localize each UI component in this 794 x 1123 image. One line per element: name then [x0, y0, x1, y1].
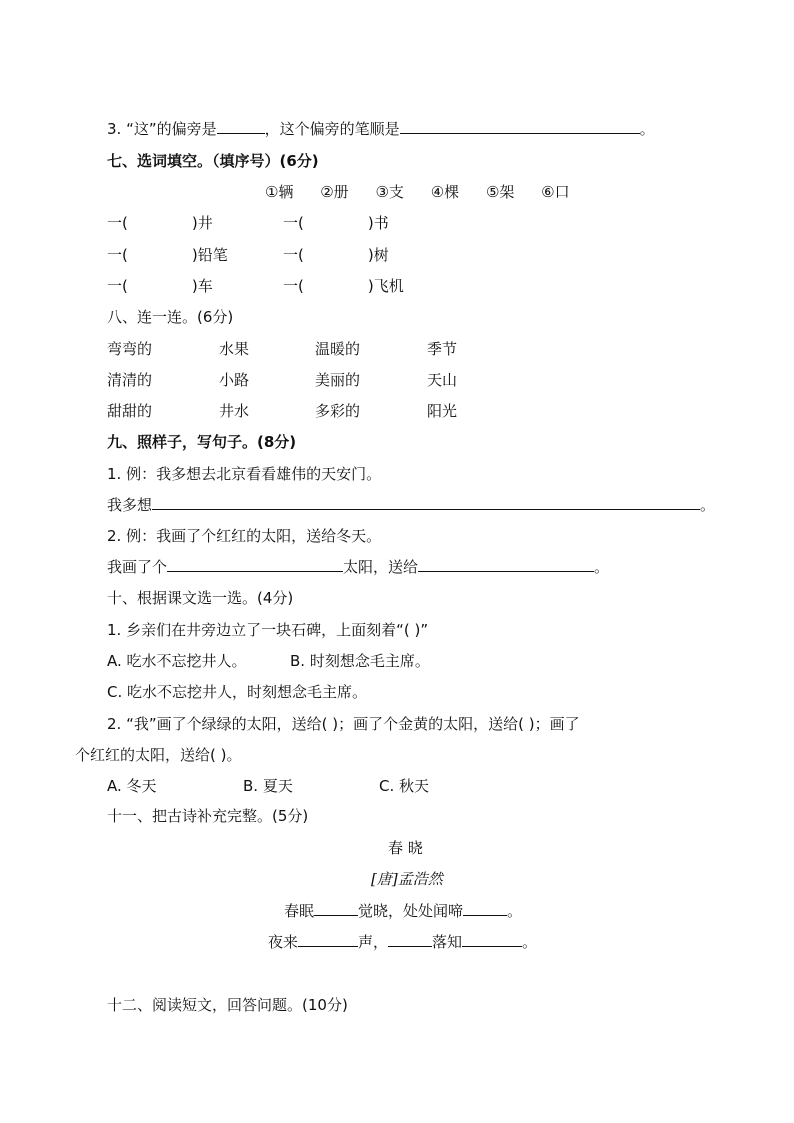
s10-q1-option-b[interactable]: B. 时刻想念毛主席。	[290, 652, 430, 670]
s9-answer-1	[107, 495, 715, 515]
s7-option: ②册	[320, 183, 349, 201]
poem-text: 。	[507, 902, 523, 920]
q3-blank-radical[interactable]	[217, 119, 265, 134]
s7-noun: )铅笔	[191, 246, 228, 264]
s10-question-2-line-1: 2. “我”画了个绿绿的太阳，送给( )；画了个金黄的太阳，送给( )；画了	[107, 715, 580, 733]
s7-measure-open: 一(	[283, 246, 304, 264]
poem-text: 落知	[432, 933, 463, 951]
section-10-title: 十、根据课文选一选。(4分)	[107, 589, 294, 607]
s8-word[interactable]: 美丽的	[315, 371, 361, 389]
poem-text: 夜来	[268, 933, 299, 951]
poem-author: [唐]孟浩然	[371, 870, 443, 888]
s7-row	[107, 245, 228, 265]
s7-noun: )飞机	[367, 277, 404, 295]
s7-option: ⑤架	[485, 183, 515, 201]
s7-noun: )车	[191, 277, 213, 295]
s7-row	[283, 276, 404, 296]
s8-word[interactable]: 清清的	[107, 371, 153, 389]
s9-answer-1-blank[interactable]	[152, 495, 700, 510]
s7-row	[107, 276, 213, 296]
s7-option: ④棵	[430, 183, 460, 201]
s10-q2-option-a[interactable]: A. 冬天	[107, 777, 157, 795]
s9-answer-2	[107, 557, 609, 577]
s10-q2-option-c[interactable]: C. 秋天	[379, 777, 430, 795]
s7-option: ⑥口	[541, 183, 570, 201]
s8-word[interactable]: 阳光	[427, 402, 458, 420]
s8-word[interactable]: 多彩的	[315, 402, 361, 420]
s10-q2-option-b[interactable]: B. 夏天	[243, 777, 293, 795]
s9-answer-2-end: 。	[594, 558, 610, 576]
poem-blank[interactable]	[298, 932, 358, 947]
poem-line-1	[284, 901, 522, 921]
s7-row	[107, 213, 213, 233]
s8-word[interactable]: 甜甜的	[107, 402, 153, 420]
poem-text: 春眠	[284, 902, 315, 920]
s8-word[interactable]: 弯弯的	[107, 340, 153, 358]
s10-q1-option-c[interactable]: C. 吃水不忘挖井人，时刻想念毛主席。	[107, 683, 368, 701]
s8-word[interactable]: 小路	[219, 371, 250, 389]
s7-row	[283, 213, 389, 233]
poem-blank[interactable]	[314, 901, 358, 916]
q3-mid: ，这个偏旁的笔顺是	[264, 120, 400, 138]
q3-line	[107, 119, 655, 139]
q3-prefix: 3. “这”的偏旁是	[107, 120, 217, 138]
s9-answer-2-prefix: 我画了个	[107, 558, 168, 576]
s8-word[interactable]: 水果	[219, 340, 250, 358]
s9-answer-2-blank-adj[interactable]	[167, 557, 343, 572]
poem-text: 觉晓，处处闻啼	[358, 902, 464, 920]
s7-measure-open: 一(	[283, 277, 304, 295]
s10-question-1: 1. 乡亲们在井旁边立了一块石碑，上面刻着“( )”	[107, 621, 429, 639]
s7-option: ③支	[375, 183, 404, 201]
s8-word[interactable]: 井水	[219, 402, 250, 420]
s8-word[interactable]: 天山	[427, 371, 458, 389]
s7-measure-open: 一(	[107, 246, 128, 264]
poem-blank[interactable]	[388, 932, 432, 947]
s7-option: ①辆	[265, 183, 294, 201]
poem-title: 春 晓	[388, 839, 423, 857]
q3-blank-strokes[interactable]	[400, 119, 640, 134]
poem-text: 。	[522, 933, 538, 951]
s8-word[interactable]: 温暖的	[315, 340, 361, 358]
s7-measure-open: 一(	[107, 277, 128, 295]
s10-question-2-line-2: 个红红的太阳，送给( )。	[75, 746, 242, 764]
s9-answer-2-mid: 太阳，送给	[343, 558, 419, 576]
poem-blank[interactable]	[462, 932, 522, 947]
section-8-title: 八、连一连。(6分)	[107, 308, 234, 326]
q3-end: 。	[639, 120, 655, 138]
section-12-title: 十二、阅读短文，回答问题。(10分)	[107, 996, 348, 1014]
s9-example-2: 2. 例：我画了个红红的太阳，送给冬天。	[107, 527, 382, 545]
s7-measure-open: 一(	[107, 214, 128, 232]
s7-noun: )书	[367, 214, 389, 232]
poem-text: 声，	[358, 933, 389, 951]
s7-row	[283, 245, 389, 265]
section-9-title: 九、照样子，写句子。(8分)	[107, 433, 297, 451]
section-11-title: 十一、把古诗补充完整。(5分)	[107, 807, 309, 825]
section-7-title: 七、选词填空。（填序号）(6分)	[107, 152, 319, 170]
s9-answer-1-prefix: 我多想	[107, 496, 153, 514]
s7-options	[265, 182, 570, 202]
s9-answer-1-end: 。	[700, 496, 716, 514]
s8-word[interactable]: 季节	[427, 340, 458, 358]
s10-q1-option-a[interactable]: A. 吃水不忘挖井人。	[107, 652, 247, 670]
s7-noun: )井	[191, 214, 213, 232]
s7-measure-open: 一(	[283, 214, 304, 232]
poem-line-2	[268, 932, 537, 952]
poem-blank[interactable]	[463, 901, 507, 916]
s9-answer-2-blank-season[interactable]	[418, 557, 594, 572]
s9-example-1: 1. 例：我多想去北京看看雄伟的天安门。	[107, 465, 382, 483]
s7-noun: )树	[367, 246, 389, 264]
